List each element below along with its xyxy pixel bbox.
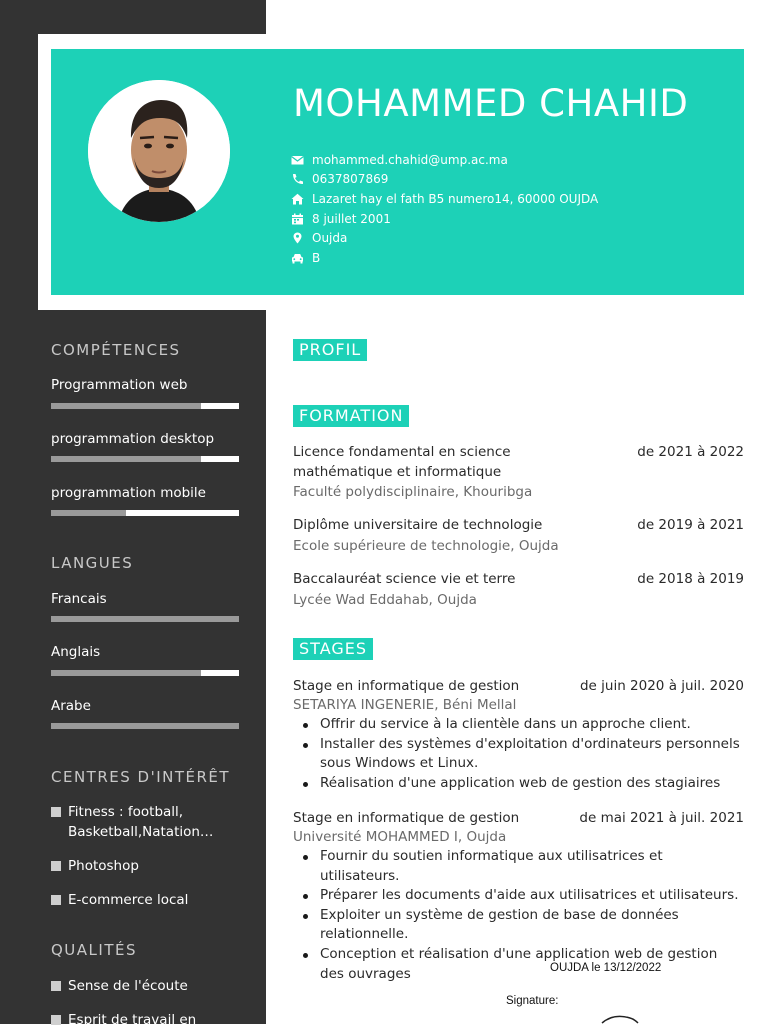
interest-item (51, 890, 251, 910)
contact-phone-text: 0637807869 (312, 172, 389, 187)
langue-label: Arabe (51, 698, 91, 714)
contact-city-text: Oujda (312, 231, 348, 246)
langue-bar-fill (51, 670, 201, 676)
interest-text: E-commerce local (68, 892, 189, 908)
envelope-icon (291, 154, 304, 166)
competence-bar-fill (51, 403, 201, 409)
stage-task-text: Fournir du soutien informatique aux utilisatrices et utilisateurs. (320, 848, 663, 884)
interest-item (51, 802, 251, 842)
stage-company: SETARIYA INGENERIE, Béni Mellal (293, 697, 517, 713)
formation-institution: Lycée Wad Eddahab, Oujda (293, 592, 477, 608)
competences-title: COMPÉTENCES (51, 341, 181, 359)
competence-label: programmation mobile (51, 485, 206, 501)
section-header-profil: PROFIL (293, 339, 367, 361)
contact-email (291, 150, 598, 170)
stage-title: Stage en informatique de gestion (293, 810, 520, 826)
calendar-icon (291, 213, 304, 225)
stage-task (300, 774, 740, 794)
signature-scribble (600, 1014, 640, 1024)
section-header-formation: FORMATION (293, 405, 409, 427)
stage-task (300, 886, 740, 906)
bullet-dot-icon (303, 723, 308, 728)
competence-bar-fill (51, 510, 126, 516)
langue-label: Francais (51, 591, 107, 607)
stage-task (300, 906, 740, 945)
bullet-dot-icon (303, 855, 308, 860)
bullet-dot-icon (303, 743, 308, 748)
stage-task (300, 715, 740, 735)
langue-bar (51, 723, 239, 729)
langue-bar-fill (51, 723, 239, 729)
map-pin-icon (291, 232, 304, 244)
formation-title: Licence fondamental en science mathématique et informatique (293, 444, 511, 480)
contact-phone (291, 170, 598, 190)
stage-task-text: Conception et réalisation d'une application web de gestion des ouvrages (320, 945, 718, 982)
competence-bar (51, 456, 239, 462)
competence-bar (51, 403, 239, 409)
candidate-name: MOHAMMED CHAHID (293, 82, 689, 125)
langue-label: Anglais (51, 644, 101, 660)
contact-license (291, 248, 598, 268)
stage-task-text: Installer des systèmes d'exploitation d'ordinateurs personnels sous Windows et Linux. (320, 735, 740, 772)
bullet-dot-icon (303, 914, 308, 919)
section-header-stages: STAGES (293, 638, 373, 660)
stage-title: Stage en informatique de gestion (293, 678, 520, 694)
contact-address (291, 189, 598, 209)
interest-text: Fitness : football, Basketball,Natation… (68, 804, 214, 840)
interest-item (51, 856, 251, 876)
stage-task-text: Préparer les documents d'aide aux utilisatrices et utilisateurs. (320, 887, 739, 904)
formation-title: Baccalauréat science vie et terre (293, 571, 516, 587)
contact-city (291, 228, 598, 248)
formation-institution: Ecole supérieure de technologie, Oujda (293, 538, 559, 554)
stage-task-text: Exploiter un système de gestion de base de données relationnelle. (320, 906, 679, 943)
interets-title: CENTRES D'INTÉRÊT (51, 768, 231, 786)
qualite-item (51, 976, 251, 996)
square-bullet-icon (51, 895, 61, 905)
bullet-dot-icon (303, 894, 308, 899)
stage-task-list (300, 715, 740, 793)
langue-bar (51, 670, 239, 676)
stage-task-text: Offrir du service à la clientèle dans un approche client. (320, 716, 691, 732)
home-icon (291, 193, 304, 205)
profile-photo-illustration (88, 80, 230, 222)
contact-birthdate-text: 8 juillet 2001 (312, 211, 391, 226)
qualite-text: Esprit de travail en (68, 1012, 197, 1028)
formation-institution: Faculté polydisciplinaire, Khouribga (293, 484, 533, 500)
competence-bar-fill (51, 456, 201, 462)
stage-date: de mai 2021 à juil. 2021 (579, 810, 744, 826)
signature-label: Signature: (506, 995, 559, 1007)
square-bullet-icon (51, 861, 61, 871)
langue-bar (51, 616, 239, 622)
qualite-text: Sense de l'écoute (68, 978, 188, 994)
interest-text: Photoshop (68, 858, 139, 874)
langue-bar-fill (51, 616, 239, 622)
car-icon (291, 252, 304, 264)
competence-bar (51, 510, 239, 516)
formation-title: Diplôme universitaire de technologie (293, 517, 543, 533)
place-date: OUJDA le 13/12/2022 (550, 962, 662, 974)
square-bullet-icon (51, 981, 61, 991)
square-bullet-icon (51, 807, 61, 817)
bullet-dot-icon (303, 953, 308, 958)
contact-email-text: mohammed.chahid@ump.ac.ma (312, 152, 508, 167)
stage-company: Université MOHAMMED I, Oujda (293, 829, 507, 845)
stage-date: de juin 2020 à juil. 2020 (579, 678, 744, 694)
formation-date: de 2019 à 2021 (637, 517, 744, 533)
competence-label: Programmation web (51, 377, 188, 393)
stage-task-text: Réalisation d'une application web de gestion des stagiaires (320, 774, 721, 791)
contact-license-text: B (312, 250, 321, 265)
contact-address-text: Lazaret hay el fath B5 numero14, 60000 OUJDA (312, 191, 599, 206)
formation-date: de 2021 à 2022 (637, 444, 744, 460)
contact-birthdate (291, 209, 598, 229)
phone-icon (291, 173, 304, 185)
qualite-item (51, 1010, 251, 1030)
bullet-dot-icon (303, 782, 308, 787)
langues-title: LANGUES (51, 554, 134, 572)
formation-date: de 2018 à 2019 (637, 571, 744, 587)
stage-task (300, 945, 740, 984)
qualites-title: QUALITÉS (51, 941, 137, 959)
stage-task (300, 847, 740, 886)
contact-list (291, 150, 598, 268)
stage-task-list (300, 847, 740, 984)
competence-label: programmation desktop (51, 431, 215, 447)
stage-task (300, 735, 740, 774)
profile-photo (88, 80, 230, 222)
